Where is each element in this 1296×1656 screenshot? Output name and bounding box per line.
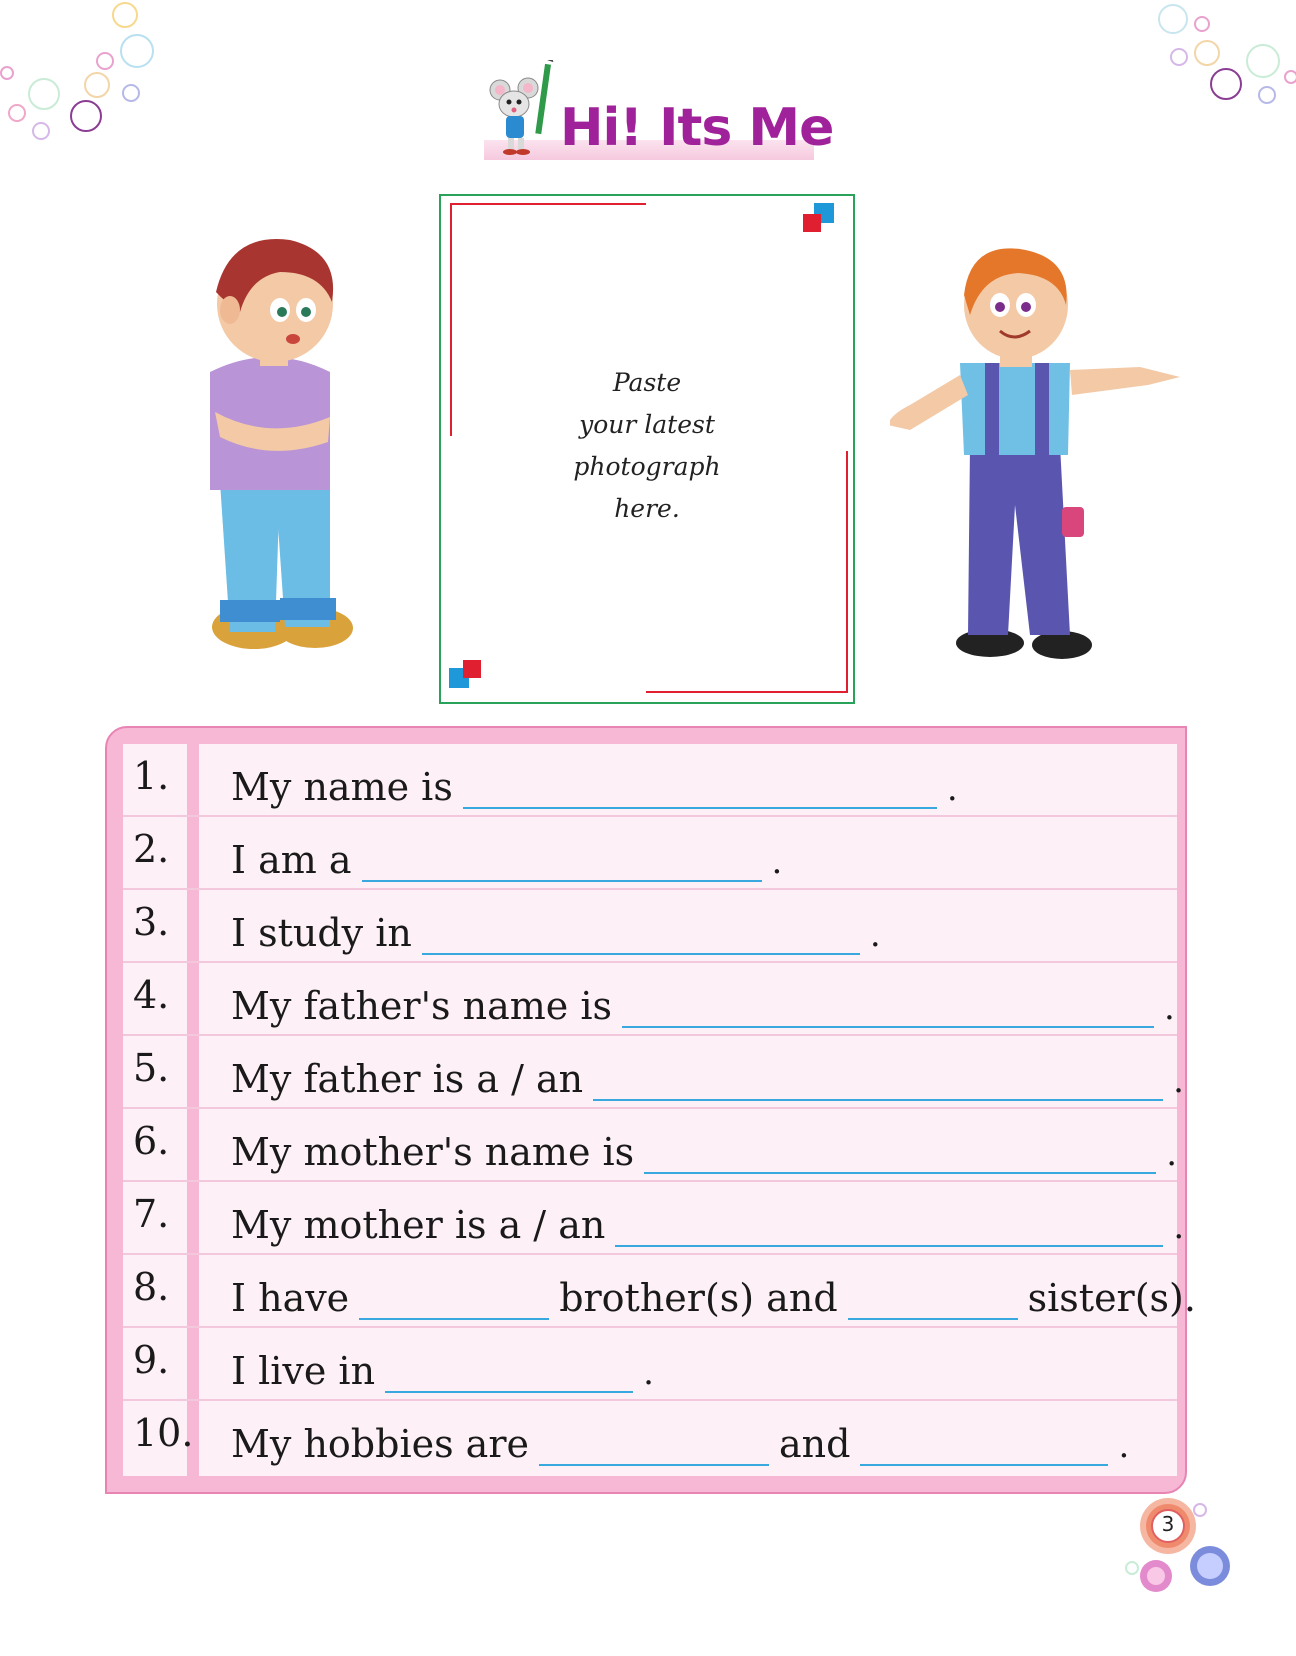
row-content — [231, 1182, 1184, 1255]
sentence-row — [123, 1182, 1185, 1255]
row-number: 7. — [133, 1192, 170, 1236]
sentence-row — [123, 963, 1177, 1036]
row-number: 8. — [133, 1265, 170, 1309]
photo-instruction-line: your latest — [579, 410, 715, 439]
sentence-row — [123, 817, 1177, 890]
sentence-prefix: My father is a / an — [231, 1057, 584, 1101]
row-content — [231, 890, 881, 963]
sentence-suffix: . — [1173, 1207, 1185, 1247]
sentence-prefix: My hobbies are — [231, 1422, 529, 1466]
answer-blank[interactable] — [463, 767, 937, 809]
answer-blank[interactable] — [615, 1205, 1163, 1247]
mouse-with-pencil-icon — [478, 60, 568, 160]
sentence-row — [123, 1255, 1196, 1328]
sentence-prefix: I am a — [231, 838, 352, 882]
boy-illustration-left — [180, 232, 360, 672]
sentence-row — [123, 1328, 1177, 1401]
sentence-suffix: . — [771, 842, 783, 882]
sentence-middle: brother(s) and — [559, 1276, 838, 1320]
sentence-prefix: I live in — [231, 1349, 376, 1393]
row-number: 4. — [133, 973, 170, 1017]
sentence-suffix: . — [1118, 1426, 1130, 1466]
fill-in-sentences-panel — [105, 726, 1196, 1494]
row-number: 9. — [133, 1338, 170, 1382]
answer-blank[interactable] — [539, 1424, 769, 1466]
page-number: 3 — [1161, 1512, 1175, 1536]
sentence-prefix: My father's name is — [231, 984, 612, 1028]
answer-blank[interactable] — [362, 840, 762, 882]
answer-blank[interactable] — [644, 1132, 1156, 1174]
sentence-suffix: . — [1173, 1061, 1184, 1101]
row-number: 5. — [133, 1046, 170, 1090]
row-number: 3. — [133, 900, 170, 944]
photo-instruction-line: photograph — [573, 452, 721, 481]
sentence-row — [123, 1401, 1177, 1474]
sentence-row — [123, 744, 1177, 817]
answer-blank[interactable] — [385, 1351, 633, 1393]
page-number-badge — [1120, 1490, 1250, 1600]
sentence-prefix: My name is — [231, 765, 453, 809]
answer-blank[interactable] — [422, 913, 860, 955]
sentence-suffix: . — [1166, 1134, 1177, 1174]
row-number: 6. — [133, 1119, 170, 1163]
row-number: 1. — [133, 754, 170, 798]
row-content — [231, 817, 782, 890]
answer-blank[interactable] — [593, 1059, 1163, 1101]
row-content — [231, 1401, 1129, 1474]
sentence-prefix: I have — [231, 1276, 350, 1320]
boy-illustration-right — [890, 245, 1180, 670]
sentence-suffix: . — [869, 915, 881, 955]
sentence-suffix: . — [643, 1353, 654, 1393]
row-content — [231, 744, 958, 817]
row-content — [231, 1036, 1184, 1109]
sentence-prefix: I study in — [231, 911, 412, 955]
flower-decoration-icon — [1120, 1490, 1250, 1600]
photo-instructions — [441, 362, 853, 530]
row-content — [231, 1255, 1196, 1328]
title-banner — [478, 60, 834, 168]
row-number: 10. — [133, 1411, 194, 1455]
row-number: 2. — [133, 827, 170, 871]
sentence-suffix: . — [1163, 988, 1175, 1028]
photo-instruction-line: here. — [614, 494, 680, 523]
sentence-suffix: . — [946, 769, 958, 809]
sentences-sheet — [123, 744, 1196, 1476]
decorative-bubbles-top-right — [1150, 0, 1296, 110]
photo-paste-box — [439, 194, 855, 704]
photo-instruction-line: Paste — [612, 368, 682, 397]
row-content — [231, 1328, 654, 1401]
sentence-row — [123, 890, 1177, 963]
sentence-prefix: My mother's name is — [231, 1130, 635, 1174]
row-content — [231, 1109, 1177, 1182]
sentence-middle: and — [779, 1422, 851, 1466]
page-title: Hi! Its Me — [560, 98, 834, 158]
decorative-bubbles-top-left — [0, 0, 170, 150]
sentence-row — [123, 1036, 1184, 1109]
answer-blank[interactable] — [359, 1278, 549, 1320]
sentence-prefix: My mother is a / an — [231, 1203, 606, 1247]
answer-blank[interactable] — [848, 1278, 1018, 1320]
sentence-suffix: sister(s). — [1027, 1276, 1196, 1320]
answer-blank[interactable] — [622, 986, 1154, 1028]
answer-blank[interactable] — [860, 1424, 1108, 1466]
row-content — [231, 963, 1175, 1036]
sentence-row — [123, 1109, 1177, 1182]
